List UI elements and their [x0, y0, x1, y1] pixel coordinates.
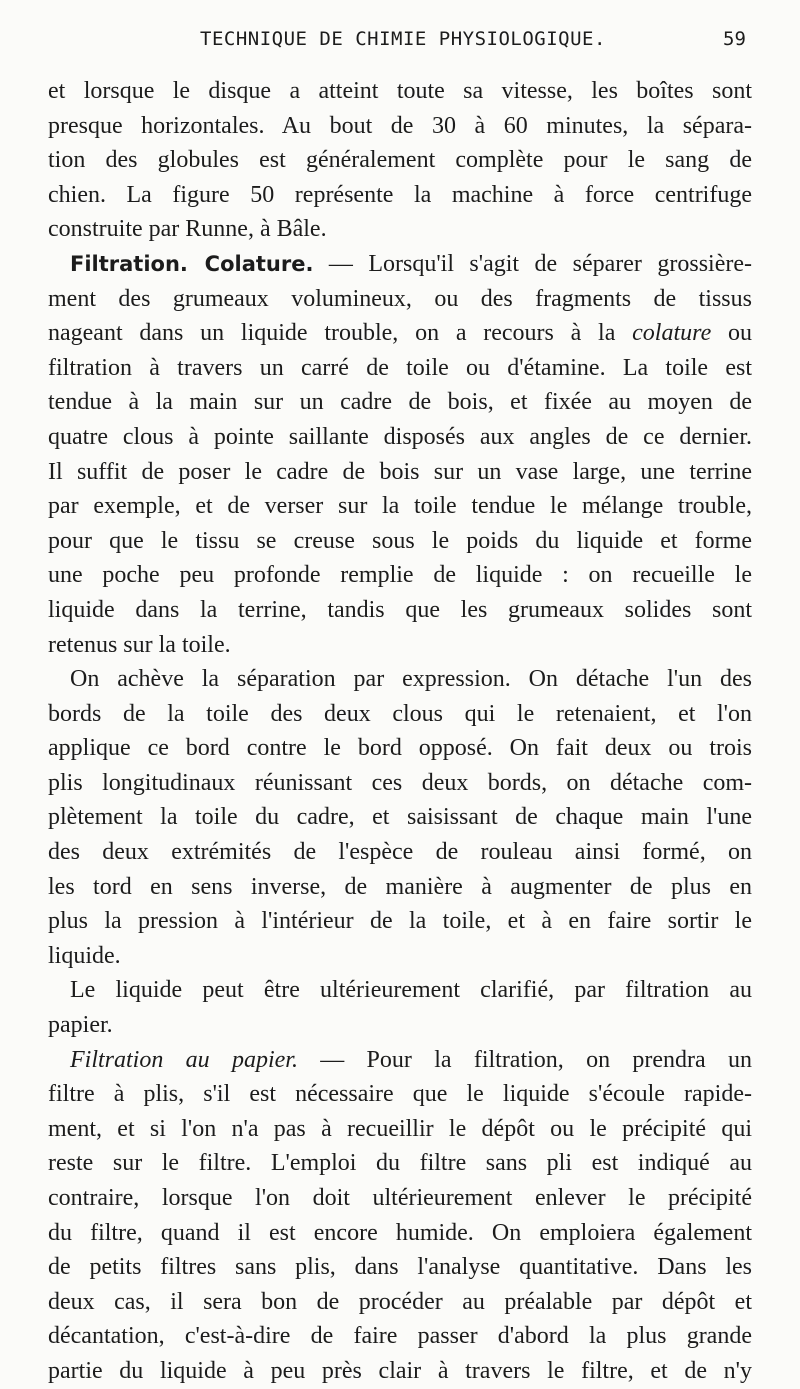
line-text: pour que le tissu se creuse sous le poids du liquide et forme [48, 527, 752, 554]
page-number: 59 [723, 28, 746, 50]
line-text: liquide dans la terrine, tandis que les grumeaux solides sont [48, 596, 752, 623]
line-text: les tord en sens inverse, de manière à augmenter de plus en [48, 873, 752, 900]
text-line [48, 178, 752, 213]
line-text: presque horizontales. Au bout de 30 à 60 minutes, la sépara- [48, 112, 752, 139]
text-line [48, 835, 752, 870]
line-text: ment des grumeaux volumineux, ou des fragments de tissus [48, 285, 752, 312]
text-line [48, 870, 752, 905]
text-line [48, 628, 752, 663]
line-text: des deux extrémités de l'espèce de rouleau ainsi formé, on [48, 839, 752, 866]
line-text: filtration à travers un carré de toile ou d'étamine. La toile est [48, 354, 752, 381]
text-line [48, 904, 752, 939]
line-text: applique ce bord contre le bord opposé. On fait deux ou trois [48, 735, 752, 762]
line-text: plis longitudinaux réunissant ces deux bords, on détache com- [48, 769, 752, 796]
text-line [48, 247, 752, 282]
text-line [48, 316, 752, 351]
text-line [48, 143, 752, 178]
running-title: TECHNIQUE DE CHIMIE PHYSIOLOGIQUE. [200, 28, 606, 50]
line-text: bords de la toile des deux clous qui le retenaient, et l'on [48, 700, 752, 727]
text-line [48, 593, 752, 628]
text-line [48, 489, 752, 524]
line-text: Le liquide peut être ultérieurement clarifié, par filtration au [70, 977, 752, 1004]
text-line [48, 1181, 752, 1216]
text-line [48, 1146, 752, 1181]
line-text: partie du liquide à peu près clair à travers le filtre, et de n'y [48, 1357, 752, 1384]
text-line [48, 212, 752, 247]
text-line [48, 973, 752, 1008]
line-text: tion des globules est généralement complète pour le sang de [48, 147, 752, 174]
line-text: papier. [48, 1012, 113, 1039]
text-line [48, 1008, 752, 1043]
text-line [48, 1250, 752, 1285]
line-text: plus la pression à l'intérieur de la toile, et à en faire sortir le [48, 908, 752, 935]
text-line [48, 1354, 752, 1389]
line-text: de petits filtres sans plis, dans l'analyse quantitative. Dans les [48, 1254, 752, 1281]
line-text: ou [711, 320, 752, 347]
line-text: deux cas, il sera bon de procéder au préalable par dépôt et [48, 1288, 752, 1315]
subsection-heading: Filtration au papier. [70, 1046, 298, 1073]
text-line [48, 731, 752, 766]
line-text: tendue à la main sur un cadre de bois, et fixée au moyen de [48, 389, 752, 416]
section-heading: Filtration. Colature. [70, 251, 314, 276]
text-line [48, 109, 752, 144]
page-header [0, 28, 800, 58]
text-line [48, 1077, 752, 1112]
text-line [48, 766, 752, 801]
text-line [48, 385, 752, 420]
line-text: quatre clous à pointe saillante disposés aux angles de ce dernier. [48, 423, 752, 450]
line-text: filtre à plis, s'il est nécessaire que le liquide s'écoule rapide- [48, 1081, 752, 1108]
text-line [48, 282, 752, 317]
line-text: — Pour la filtration, on prendra un [297, 1046, 752, 1073]
line-text: On achève la séparation par expression. On détache l'un des [70, 666, 752, 693]
line-text: une poche peu profonde remplie de liquide : on recueille le [48, 562, 752, 589]
text-line [48, 662, 752, 697]
line-text: — Lorsqu'il s'agit de séparer grossière- [313, 250, 752, 277]
text-line [48, 1112, 752, 1147]
text-line [48, 1043, 752, 1078]
line-text: chien. La figure 50 représente la machine à force centrifuge [48, 181, 752, 208]
text-line [48, 524, 752, 559]
line-text: par exemple, et de verser sur la toile tendue le mélange trouble, [48, 493, 752, 520]
line-text: contraire, lorsque l'on doit ultérieurement enlever le précipité [48, 1185, 752, 1211]
text-line [48, 74, 752, 109]
line-text: et lorsque le disque a atteint toute sa vitesse, les boîtes sont [48, 78, 752, 104]
line-text: liquide. [48, 942, 121, 969]
line-text: Il suffit de poser le cadre de bois sur un vase large, une terrine [48, 458, 752, 485]
text-line [48, 420, 752, 455]
line-text: construite par Runne, à Bâle. [48, 216, 327, 243]
text-line [48, 939, 752, 974]
text-line [48, 558, 752, 593]
text-line [48, 1319, 752, 1354]
text-line [48, 1216, 752, 1251]
body-text [48, 74, 752, 1389]
line-text: plètement la toile du cadre, et saisissant de chaque main l'une [48, 804, 752, 831]
italic-term: colature [632, 320, 712, 347]
text-line [48, 1285, 752, 1320]
text-line [48, 351, 752, 386]
line-text: décantation, c'est-à-dire de faire passer d'abord la plus grande [48, 1323, 752, 1350]
line-text: du filtre, quand il est encore humide. On emploiera également [48, 1219, 752, 1246]
line-text: ment, et si l'on n'a pas à recueillir le dépôt ou le précipité qui [48, 1115, 752, 1142]
text-line [48, 455, 752, 490]
line-text: reste sur le filtre. L'emploi du filtre sans pli est indiqué au [48, 1150, 752, 1177]
line-text: retenus sur la toile. [48, 631, 231, 658]
line-text: nageant dans un liquide trouble, on a recours à la [48, 320, 633, 347]
text-line [48, 800, 752, 835]
text-line [48, 697, 752, 732]
